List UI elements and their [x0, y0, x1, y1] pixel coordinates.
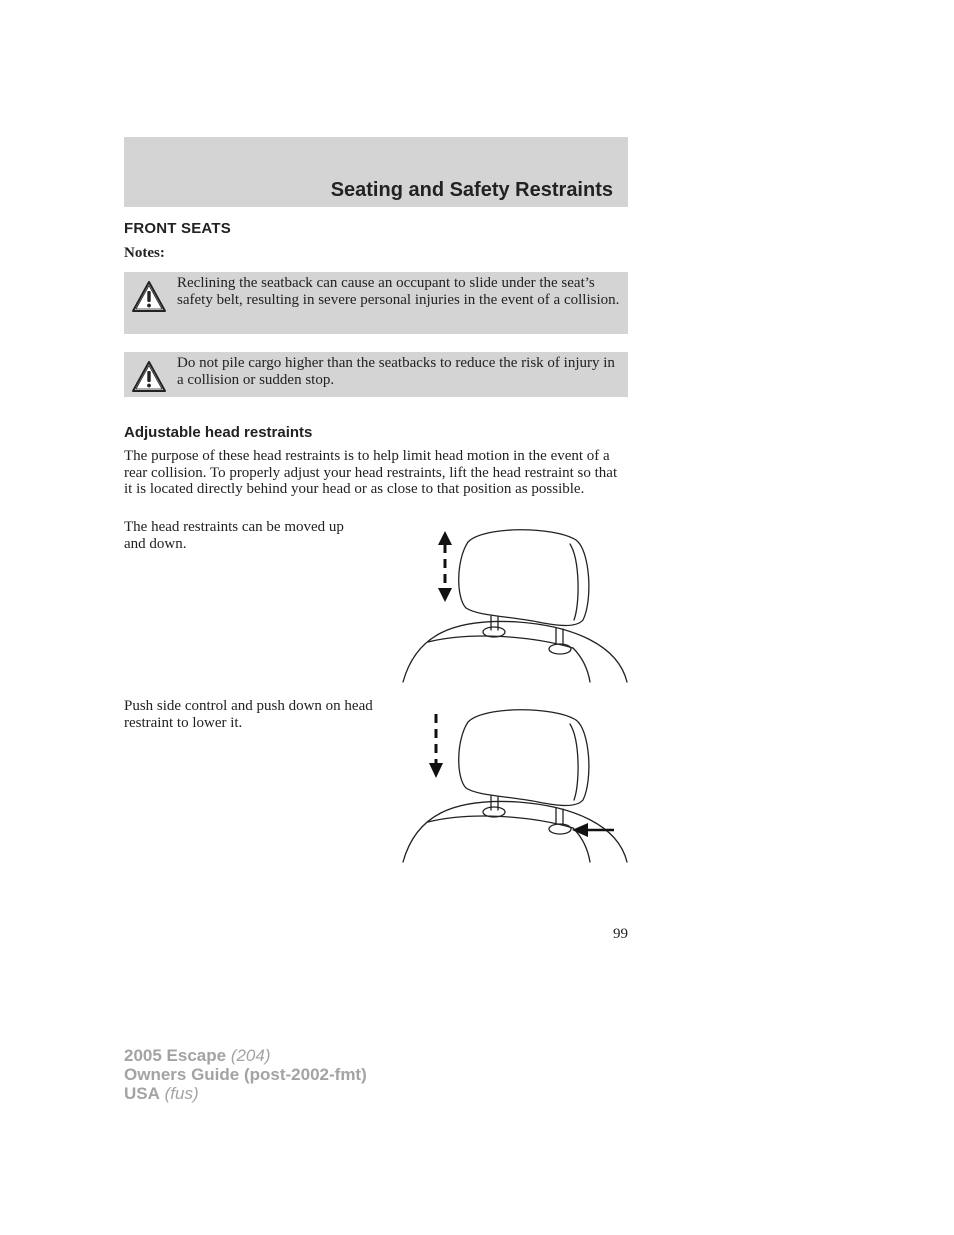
warning-text-recline: Reclining the seatback can cause an occupant to slide under the seat’s safety belt, resulting in severe personal injuries in the event of a collision.: [177, 275, 620, 308]
head-restraints-lower-text: Push side control and push down on head restraint to lower it.: [124, 698, 373, 731]
document-footer: [124, 1046, 367, 1103]
footer-line-market: [124, 1084, 367, 1103]
head-restraint-lower-illustration: [398, 700, 630, 866]
warning-box-recline: [124, 272, 628, 334]
section-title: Seating and Safety Restraints: [330, 179, 613, 201]
warning-box-cargo: [124, 352, 628, 397]
warning-triangle-icon: [131, 360, 167, 394]
head-restraints-move-text: The head restraints can be moved up and down.: [124, 519, 344, 552]
front-seats-heading: FRONT SEATS: [124, 220, 231, 237]
footer-line-guide: [124, 1065, 367, 1084]
footer-guide: Owners Guide (post-2002-fmt): [124, 1065, 367, 1084]
head-restraints-heading: Adjustable head restraints: [124, 424, 313, 441]
warning-text-cargo: Do not pile cargo higher than the seatbacks to reduce the risk of injury in a collision or sudden stop.: [177, 355, 615, 388]
footer-line-model: [124, 1046, 367, 1065]
head-restraint-up-down-illustration: [398, 520, 630, 686]
section-header-band: [124, 137, 628, 207]
page-number: 99: [613, 926, 628, 942]
footer-model-code: (204): [226, 1046, 271, 1065]
footer-model: 2005 Escape: [124, 1046, 227, 1065]
notes-label: Notes:: [124, 245, 165, 261]
footer-market-code: (fus): [159, 1084, 199, 1103]
footer-market: USA: [124, 1084, 160, 1103]
warning-triangle-icon: [131, 280, 167, 314]
head-restraints-intro: The purpose of these head restraints is to help limit head motion in the event of a rear collision. To properly adjust your head restraints, lift the head restraint so that it is located directly behind your head or as close to that position as possible.: [124, 448, 618, 497]
